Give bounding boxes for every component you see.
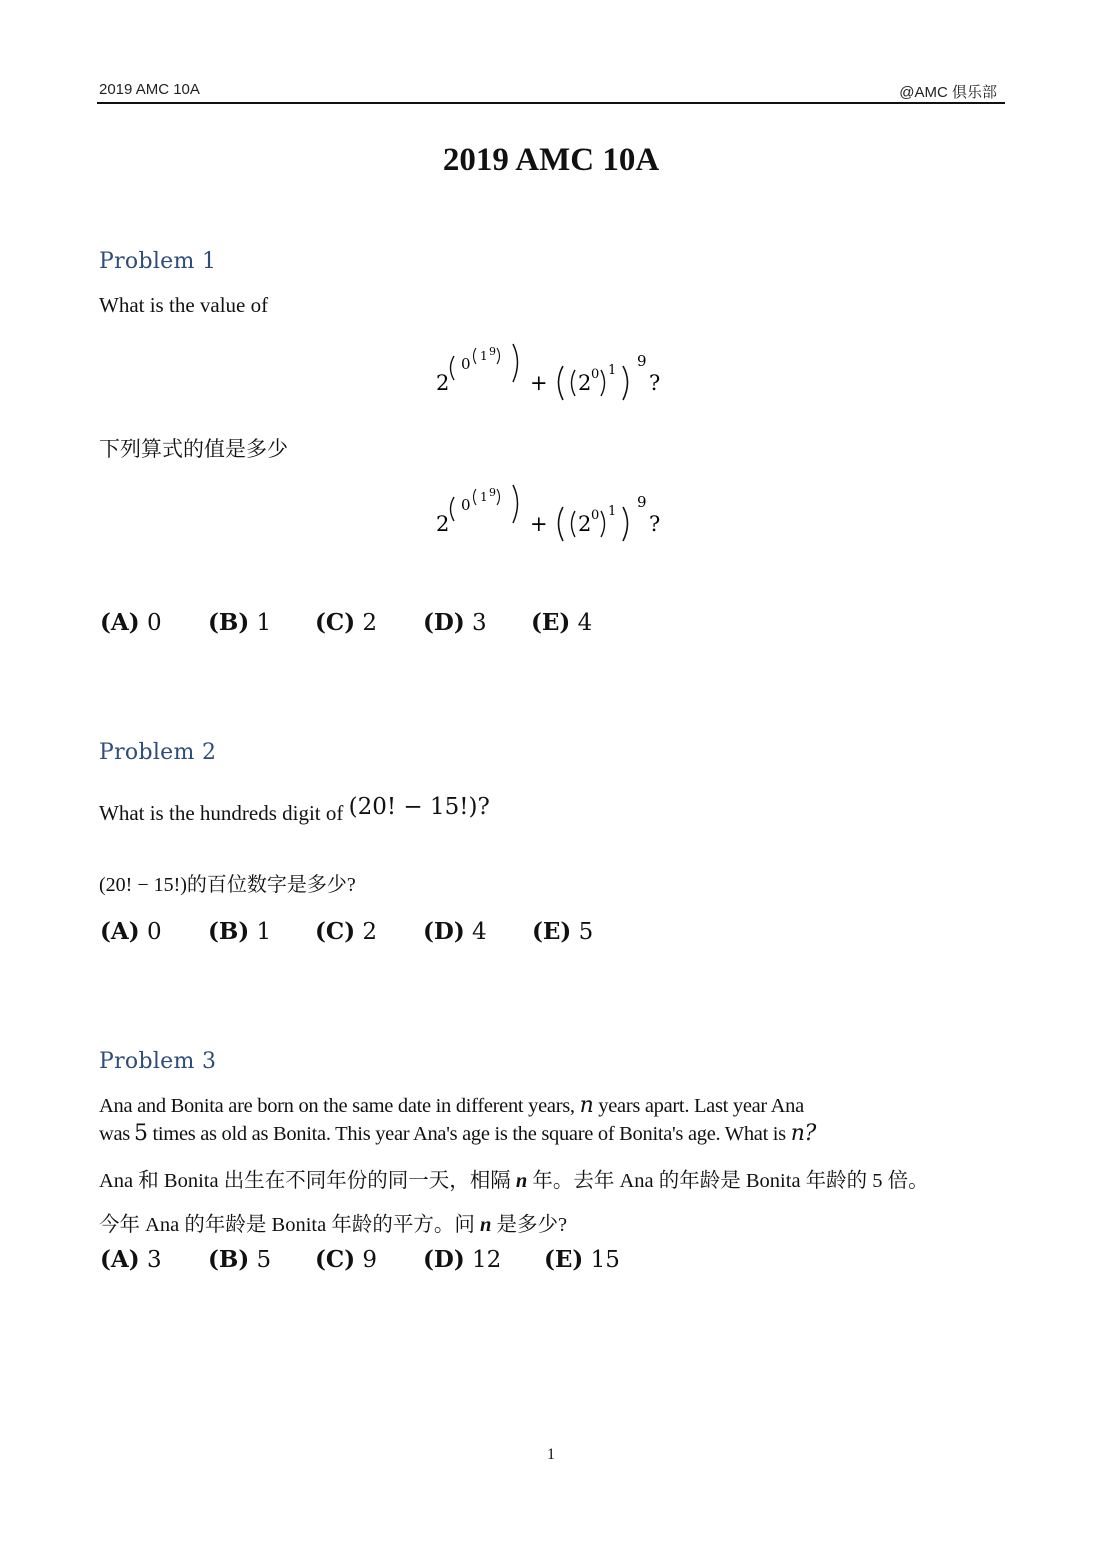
problem-1-text-en: What is the value of xyxy=(99,293,269,317)
problem-3-heading: Problem 3 xyxy=(99,1049,217,1074)
svg-text:0: 0 xyxy=(461,355,471,373)
svg-text:9: 9 xyxy=(489,345,496,358)
problem-2-expression: (20! − 15!)? xyxy=(348,794,490,820)
choice-a: (A) 0 xyxy=(100,918,162,945)
choice-b: (B) 1 xyxy=(208,918,272,945)
svg-text:2: 2 xyxy=(578,371,592,395)
choice-e: (E) 15 xyxy=(544,1246,620,1273)
svg-text:1: 1 xyxy=(480,490,488,504)
svg-text:1: 1 xyxy=(608,363,617,378)
problem-1-formula-en xyxy=(430,338,680,410)
problem-1-heading: Problem 1 xyxy=(99,249,217,274)
header-left: 2019 AMC 10A xyxy=(99,81,200,98)
choice-d: (D) 4 xyxy=(423,918,487,945)
problem-2-text-en: What is the hundreds digit of (20! − 15!)? xyxy=(99,794,490,825)
header-rule xyxy=(97,102,1005,104)
problem-2-text-cn: (20! − 15!)的百位数字是多少? xyxy=(99,874,356,896)
svg-text:+: + xyxy=(530,371,548,395)
choice-c: (C) 2 xyxy=(315,918,378,945)
svg-text:2: 2 xyxy=(436,512,450,536)
problem-3-text-cn-line2: 今年 Ana 的年龄是 Bonita 年龄的平方。问 n 是多少? xyxy=(99,1214,568,1236)
svg-text:?: ? xyxy=(649,371,661,395)
choice-a: (A) 3 xyxy=(100,1246,162,1273)
page-number: 1 xyxy=(547,1446,555,1463)
svg-text:0: 0 xyxy=(591,367,600,382)
problem-1-text-cn: 下列算式的值是多少 xyxy=(99,437,288,461)
header-right: @AMC 俱乐部 xyxy=(899,84,997,101)
svg-text:2: 2 xyxy=(436,371,450,395)
svg-text:9: 9 xyxy=(637,352,647,370)
choice-b: (B) 1 xyxy=(208,609,272,636)
problem-3-text-en-line2: was 5 times as old as Bonita. This year Ana's age is the square of Bonita's age. What is n? xyxy=(99,1121,817,1146)
svg-text:?: ? xyxy=(649,512,661,536)
choice-a: (A) 0 xyxy=(100,609,162,636)
choice-c: (C) 9 xyxy=(315,1246,378,1273)
choice-c: (C) 2 xyxy=(315,609,378,636)
svg-text:9: 9 xyxy=(637,493,647,511)
choice-b: (B) 5 xyxy=(208,1246,272,1273)
problem-1-formula-cn xyxy=(430,479,680,551)
problem-3-text-en-line1: Ana and Bonita are born on the same date in different years, n years apart. Last year Ana xyxy=(99,1093,804,1118)
problem-2-heading: Problem 2 xyxy=(99,740,217,765)
page-title: 2019 AMC 10A xyxy=(442,142,660,178)
svg-text:2: 2 xyxy=(578,512,592,536)
svg-text:9: 9 xyxy=(489,486,496,499)
choice-d: (D) 3 xyxy=(423,609,487,636)
problem-3-text-cn-line1: Ana 和 Bonita 出生在不同年份的同一天，相隔 n 年。去年 Ana 的年龄是 Bonita 年龄的 5 倍。 xyxy=(99,1170,929,1192)
svg-text:1: 1 xyxy=(608,504,617,519)
choice-e: (E) 5 xyxy=(532,918,594,945)
choice-d: (D) 12 xyxy=(423,1246,502,1273)
svg-text:1: 1 xyxy=(480,349,488,363)
choice-e: (E) 4 xyxy=(531,609,593,636)
svg-text:0: 0 xyxy=(461,496,471,514)
svg-text:+: + xyxy=(530,512,548,536)
svg-text:0: 0 xyxy=(591,508,600,523)
